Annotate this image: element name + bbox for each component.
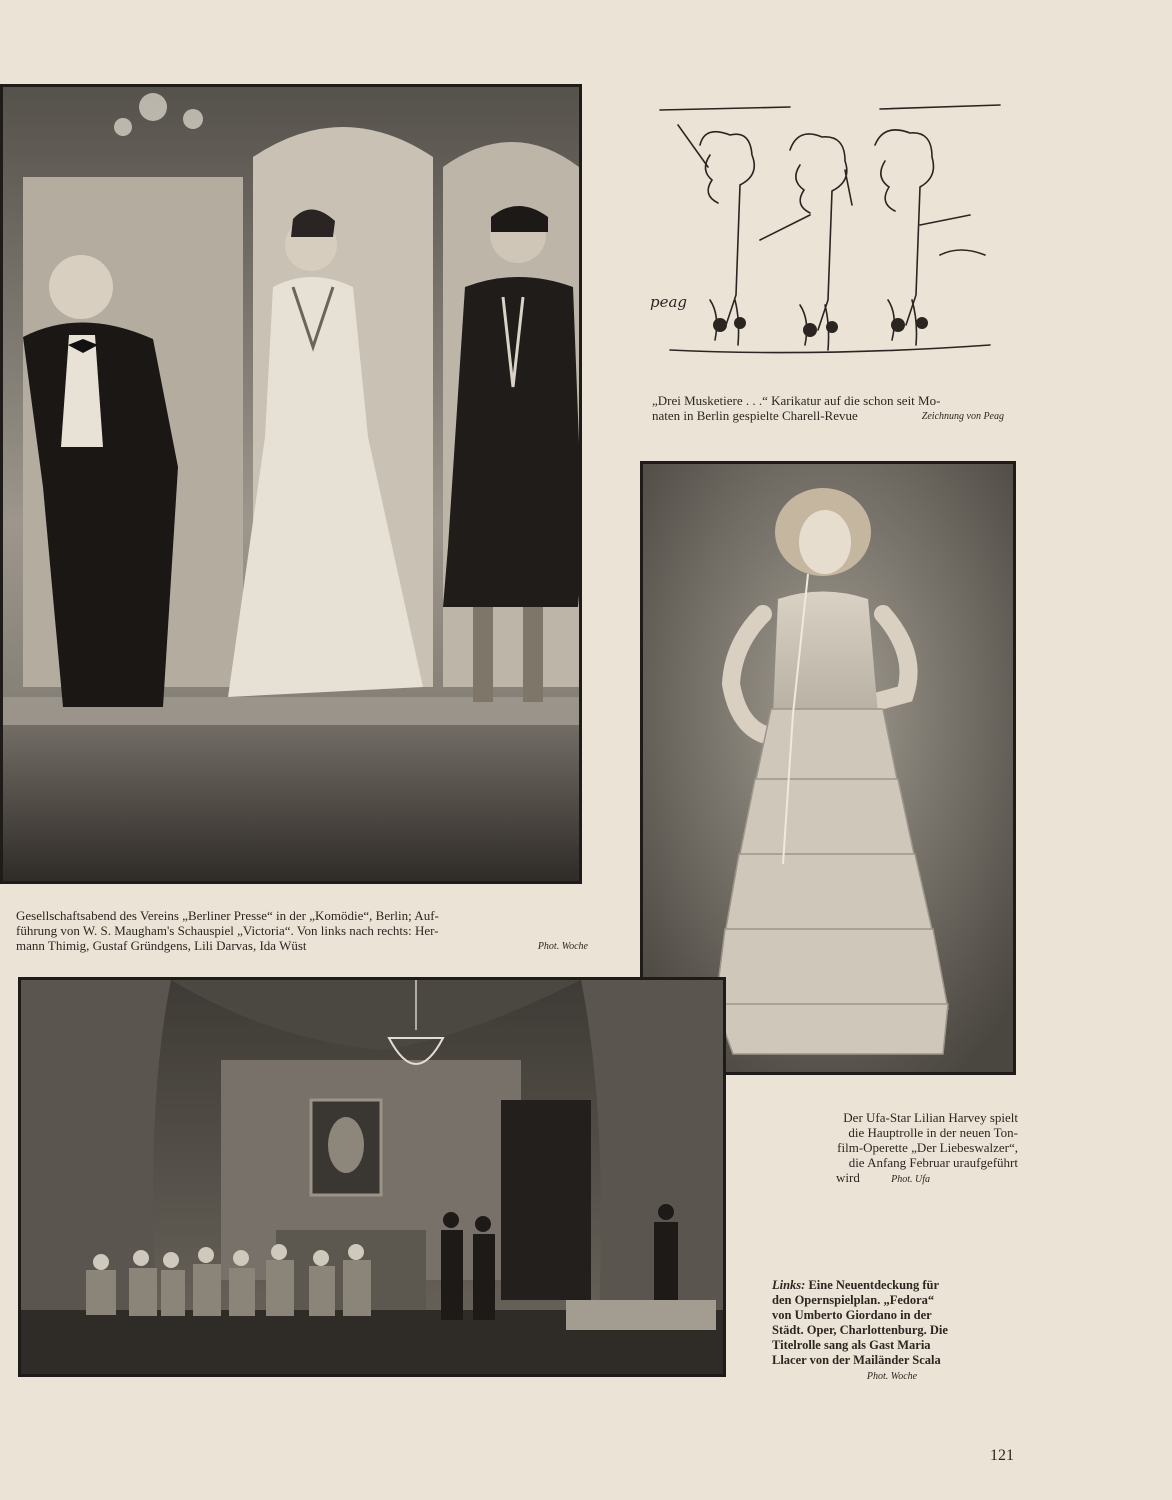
caption-fedora-line-5: Titelrolle sang als Gast Maria bbox=[772, 1338, 931, 1352]
caption-fedora-line-2: den Opernspielplan. „Fedora“ bbox=[772, 1293, 935, 1307]
caption-musketiere-line-2 bbox=[652, 408, 1004, 423]
caption-fedora-lead: Links: bbox=[772, 1278, 806, 1292]
caption-musketiere-line-2-text: naten in Berlin gespielte Charell-Revue bbox=[652, 408, 858, 423]
caption-fedora-line-3: von Umberto Giordano in der bbox=[772, 1308, 932, 1322]
caption-komoedie-line-1: Gesellschaftsabend des Vereins „Berliner Presse“ in der „Komödie“, Berlin; Auf- bbox=[16, 908, 439, 923]
caption-komoedie-line-3 bbox=[16, 938, 588, 953]
caption-harvey-line-1: Der Ufa-Star Lilian Harvey spielt bbox=[843, 1110, 1018, 1125]
caption-harvey bbox=[760, 1110, 1018, 1187]
caption-harvey-line-3: film-Operette „Der Liebeswalzer“, bbox=[837, 1140, 1018, 1155]
photo-komoedie-stage bbox=[0, 84, 582, 884]
caption-fedora-credit: Phot. Woche bbox=[866, 1371, 918, 1382]
caption-komoedie bbox=[16, 908, 588, 953]
caption-fedora bbox=[772, 1278, 1012, 1384]
photo-fedora-opera bbox=[18, 977, 726, 1377]
caption-harvey-line-4: die Anfang Februar uraufgeführt bbox=[848, 1155, 1018, 1170]
caption-musketiere-line-1: „Drei Musketiere . . .“ Karikatur auf die schon seit Mo- bbox=[652, 393, 941, 408]
caption-harvey-line-5-text: wird bbox=[836, 1170, 860, 1185]
caption-harvey-line-2: die Hauptrolle in der neuen Ton- bbox=[848, 1125, 1018, 1140]
drawing-drei-musketiere bbox=[640, 95, 1010, 380]
caption-fedora-line-1 bbox=[772, 1278, 1012, 1293]
caption-komoedie-credit: Phot. Woche bbox=[537, 941, 588, 952]
page-number: 121 bbox=[990, 1447, 1014, 1464]
caption-komoedie-line-2: führung von W. S. Maugham's Schauspiel „Victoria“. Von links nach rechts: Her- bbox=[16, 923, 439, 938]
caption-harvey-line-5 bbox=[760, 1170, 1018, 1187]
caption-fedora-line-4: Städt. Oper, Charlottenburg. Die bbox=[772, 1323, 948, 1337]
caption-musketiere bbox=[652, 393, 1004, 423]
caption-fedora-line-6: Llacer von der Mailänder Scala bbox=[772, 1353, 941, 1367]
caption-fedora-line-1-text: Eine Neuentdeckung für bbox=[808, 1278, 940, 1292]
drawing-signature: peag bbox=[650, 293, 688, 311]
caption-harvey-credit: Phot. Ufa bbox=[891, 1174, 930, 1185]
caption-musketiere-credit: Zeichnung von Peag bbox=[921, 411, 1004, 422]
caption-komoedie-line-3-text: mann Thimig, Gustaf Gründgens, Lili Darvas, Ida Wüst bbox=[16, 938, 307, 953]
